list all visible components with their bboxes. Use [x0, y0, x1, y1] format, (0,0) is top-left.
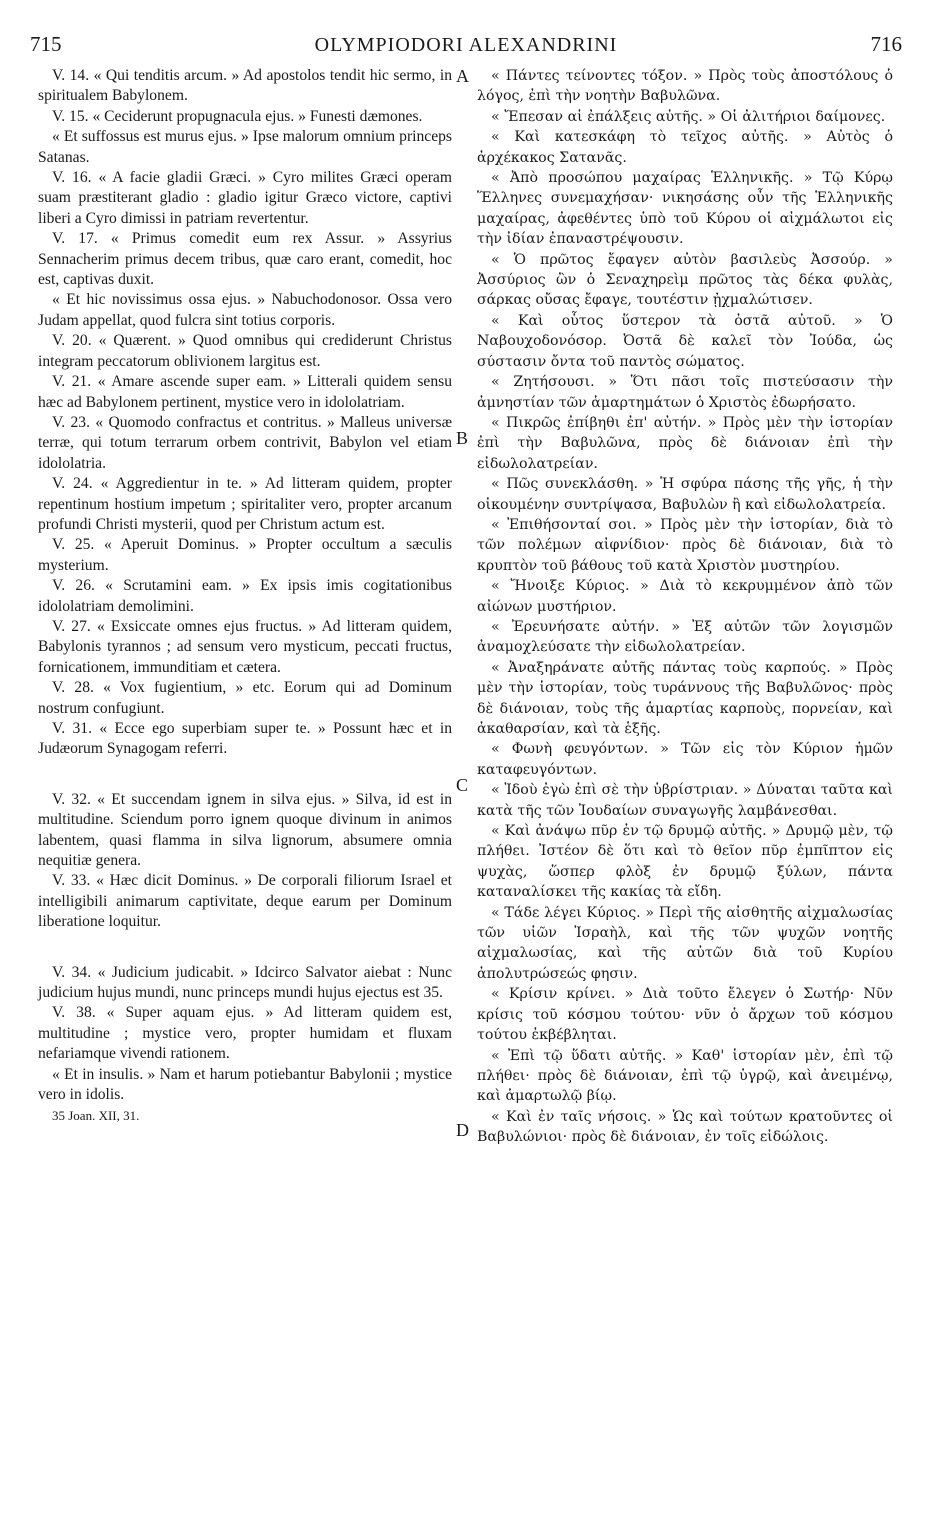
greek-paragraph: « Ἤνοιξε Κύριος. » Διὰ τὸ κεκρυμμένον ἀπὸ τῶν αἰώνων μυστήριον. — [477, 578, 893, 615]
spacer — [38, 760, 452, 790]
greek-paragraph: « Ἀναξηράνατε αὐτῆς πάντας τοὺς καρπούς. » Πρὸς μὲν τὴν ἱστορίαν, τοὺς τυράννους τῆς Βαβυλῶνος· πρὸς δὲ διάνοιαν, τοὺς τῆς ἁμαρτίας καρποὺς, πορνείαν, καὶ ἀκαθαρσίαν, καὶ τὰ ἑξῆς. — [477, 659, 893, 737]
page-header — [30, 32, 902, 62]
greek-paragraph: « Πικρῶς ἐπίβηθι ἐπ' αὐτήν. » Πρὸς μὲν τὴν ἱστορίαν ἐπὶ τὴν Βαβυλῶνα, πρὸς δὲ διάνοιαν ἐπὶ τὴν εἰδωλολατρείαν. — [477, 414, 893, 472]
greek-paragraph: « Ἐρευνήσατε αὐτήν. » Ἐξ αὐτῶν τῶν λογισμῶν ἀναμοχλεύσατε τὴν εἰδωλολατρείαν. — [477, 618, 893, 656]
latin-column — [38, 66, 452, 1126]
greek-paragraph: « Καὶ ἐν ταῖς νήσοις. » Ὡς καὶ τούτων κρατοῦντες οἱ Βαβυλώνιοι· πρὸς δὲ διάνοιαν, ἐν τοῖς εἰδώλοις. — [477, 1108, 893, 1146]
latin-paragraph: V. 23. « Quomodo confractus et contritus. » Malleus universæ terræ, qui totum terrarum orbem contrivit, Babylon vel etiam idololatria. — [38, 413, 452, 472]
latin-paragraph: V. 27. « Exsiccate omnes ejus fructus. » Ad litteram quidem, Babylonis tyrannos ; ad sensum vero mysticum, peccati fructus, fornicationem, immunditiam et cætera. — [38, 617, 452, 676]
greek-paragraph: « Πάντες τείνοντες τόξον. » Πρὸς τοὺς ἀποστόλους ὁ λόγος, ἐπὶ τὴν νοητὴν Βαβυλῶνα. — [477, 68, 893, 105]
latin-paragraph: V. 26. « Scrutamini eam. » Ex ipsis imis cogitationibus idololatriam demolimini. — [38, 577, 452, 615]
section-marker-b: B — [456, 428, 469, 448]
greek-paragraph: « Ἐπιθήσονταί σοι. » Πρὸς μὲν τὴν ἱστορίαν, διὰ τὸ τῶν πολέμων αἰφνίδιον· πρὸς δὲ διάνοιαν, διὰ τὸ κρυπτὸν τοῦ βάθους τοῦ κατὰ Χριστὸν μυστηρίου. — [477, 516, 893, 574]
latin-paragraph: « Et suffossus est murus ejus. » Ipse malorum omnium princeps Satanas. — [38, 128, 452, 166]
latin-paragraph: V. 32. « Et succendam ignem in silva ejus. » Silva, id est in multitudine. Sciendum porro ignem quoque divinum in animos labentem, quasi flamma in silva lignorum, absumere omnia nequitiæ genera. — [38, 790, 452, 870]
latin-paragraph: V. 28. « Vox fugientium, » etc. Eorum qui ad Dominum nostrum confugiunt. — [38, 679, 452, 717]
section-marker-c: C — [456, 775, 469, 795]
latin-paragraph: V. 20. « Quærent. » Quod omnibus qui crediderunt Christus integram peccatorum oblivionem largitus est. — [38, 332, 452, 370]
latin-paragraph: V. 14. « Qui tenditis arcum. » Ad apostolos tendit hic sermo, in spiritualem Babylonem. — [38, 67, 452, 105]
greek-paragraph: « Φωνὴ φευγόντων. » Τῶν εἰς τὸν Κύριον ἡμῶν καταφευγόντων. — [477, 741, 893, 778]
greek-paragraph: « Ὁ πρῶτος ἔφαγεν αὐτὸν βασιλεὺς Ἀσσούρ. » Ἀσσύριος ὢν ὁ Σεναχηρεὶμ πρῶτος τὰς δέκα φυλὰς, σάρκας οὔσας ἔφαγε, τουτέστιν ᾐχμαλώτισεν. — [477, 251, 893, 309]
greek-paragraph: « Καὶ ἀνάψω πῦρ ἐν τῷ δρυμῷ αὐτῆς. » Δρυμῷ μὲν, τῷ πλήθει. Ἰστέον δὲ ὅτι καὶ τὸ θεῖον πῦρ ἐμπῖπτον εἰς ψυχὰς, ὥσπερ φλὸξ ἐν δρυμῷ ξύλων, πάντα καταναλίσκει τῆς κακίας τὰ εἴδη. — [477, 823, 893, 901]
latin-paragraph: V. 15. « Ceciderunt propugnacula ejus. » Funesti dæmones. — [52, 107, 423, 125]
greek-column — [477, 66, 893, 1148]
latin-paragraph: V. 21. « Amare ascende super eam. » Litterali quidem sensu hæc ad Babylonem pertinent, mystice vero in idololatriam. — [38, 373, 452, 411]
greek-paragraph: « Ἔπεσαν αἱ ἐπάλξεις αὐτῆς. » Οἱ ἀλιτήριοι δαίμονες. — [491, 108, 886, 125]
greek-paragraph: « Πῶς συνεκλάσθη. » Ἡ σφύρα πάσης τῆς γῆς, ἡ τὴν οἰκουμένην συντρίψασα, Βαβυλὼν ἢ καὶ εἰδωλολατρεία. — [477, 476, 893, 513]
latin-paragraph: V. 38. « Super aquam ejus. » Ad litteram quidem est, multitudine ; mystice vero, propter humidam et fluxam nefariamque vivendi rationem. — [38, 1004, 452, 1063]
greek-paragraph: « Ζητήσουσι. » Ὅτι πᾶσι τοῖς πιστεύσασιν τὴν ἀμνηστίαν τῶν ἁμαρτημάτων ὁ Χριστὸς ἐδωρήσατο. — [477, 374, 893, 411]
latin-paragraph: V. 24. « Aggredientur in te. » Ad litteram quidem, propter repentinum hostium impetum ; spiritaliter vero, propter arcanum profundi Christi mysterii, quod per Christum actum est. — [38, 475, 452, 533]
latin-paragraph: V. 31. « Ecce ego superbiam super te. » Possunt hæc et in Judæorum Synagogam referri. — [38, 720, 452, 758]
greek-paragraph: « Ἀπὸ προσώπου μαχαίρας Ἑλληνικῆς. » Τῷ Κύρῳ Ἕλληνες συνεμαχήσαν· νικησάσης οὖν τῆς Ἑλληνικῆς μαχαίρας, ἀφεθέντες ὑπὸ τοῦ Κύρου οἱ αἰχμάλωτοι εἰς τὴν ἰδίαν ἐπαναστρέψουσιν. — [477, 170, 893, 248]
page-number-left: 715 — [30, 32, 62, 56]
section-marker-a: A — [456, 66, 469, 86]
greek-paragraph: « Κρίσιν κρίνει. » Διὰ τοῦτο ἔλεγεν ὁ Σωτήρ· Νῦν κρίσις τοῦ κόσμου τούτου· νῦν ὁ ἄρχων τοῦ κόσμου τούτου ἐκβέβληται. — [477, 986, 893, 1044]
latin-paragraph: V. 17. « Primus comedit eum rex Assur. » Assyrius Sennacherim primus decem tribus, quæ caro erant, comedit, hoc est, captivas duxit. — [38, 230, 452, 289]
greek-paragraph: « Καὶ κατεσκάφη τὸ τεῖχος αὐτῆς. » Αὐτὸς ὁ ἀρχέκακος Σατανᾶς. — [477, 129, 893, 166]
latin-paragraph: V. 25. « Aperuit Dominus. » Propter occultum a sæculis mysterium. — [38, 536, 452, 574]
page-number-right: 716 — [870, 32, 902, 56]
latin-paragraph: « Et in insulis. » Nam et harum potiebantur Babylonii ; mystice vero in idolis. — [38, 1065, 452, 1104]
section-marker-d: D — [456, 1120, 469, 1140]
latin-paragraph: V. 34. « Judicium judicabit. » Idcirco Salvator aiebat : Nunc judicium hujus mundi, nunc princeps mundi hujus ejectus est 35. — [38, 963, 452, 1002]
spacer — [38, 933, 452, 963]
latin-paragraph: V. 33. « Hæc dicit Dominus. » De corporali filiorum Israel et intelligibili animarum captivitate, deque earum per Dominum liberatione loquitur. — [38, 872, 452, 931]
greek-paragraph: « Καὶ οὗτος ὕστερον τὰ ὀστᾶ αὐτοῦ. » Ὁ Ναβουχοδονόσορ. Ὀστᾶ δὲ καλεῖ τὸν Ἰούδα, ὡς σύστασιν ὄντα τοῦ παντὸς σώματος. — [477, 312, 893, 370]
latin-paragraph: V. 16. « A facie gladii Græci. » Cyro milites Græci operam suam præstiterant gladio : gladio igitur Græco victore, captivi liberi a Cyro dimissi in patriam revertentur. — [38, 169, 452, 227]
greek-paragraph: « Ἐπὶ τῷ ὕδατι αὐτῆς. » Καθ' ἱστορίαν μὲν, ἐπὶ τῷ πλήθει· πρὸς δὲ διάνοιαν, ἐπὶ τῷ ὑγρῷ, καὶ ἀνειμένῳ, καὶ ἁμαρτωλῷ βίῳ. — [477, 1047, 893, 1105]
footnote: 35 Joan. XII, 31. — [52, 1107, 140, 1123]
latin-paragraph: « Et hic novissimus ossa ejus. » Nabuchodonosor. Ossa vero Judam appellat, quod fulcra sint totius corporis. — [38, 291, 452, 329]
greek-paragraph: « Ἰδοὺ ἐγὼ ἐπὶ σὲ τὴν ὑβρίστριαν. » Δύναται ταῦτα καὶ κατὰ τῆς τῶν Ἰουδαίων συναγωγῆς λαμβάνεσθαι. — [477, 782, 893, 819]
running-title: OLYMPIODORI ALEXANDRINI — [314, 34, 618, 56]
greek-paragraph: « Τάδε λέγει Κύριος. » Περὶ τῆς αἰσθητῆς αἰχμαλωσίας τῶν υἱῶν Ἰσραὴλ, καὶ τῆς τῶν ψυχῶν νοητῆς αἰχμαλωσίας, καὶ τῆς αὐτῶν διὰ τοῦ Κυρίου ἀπολυτρώσεώς φησιν. — [477, 904, 893, 982]
